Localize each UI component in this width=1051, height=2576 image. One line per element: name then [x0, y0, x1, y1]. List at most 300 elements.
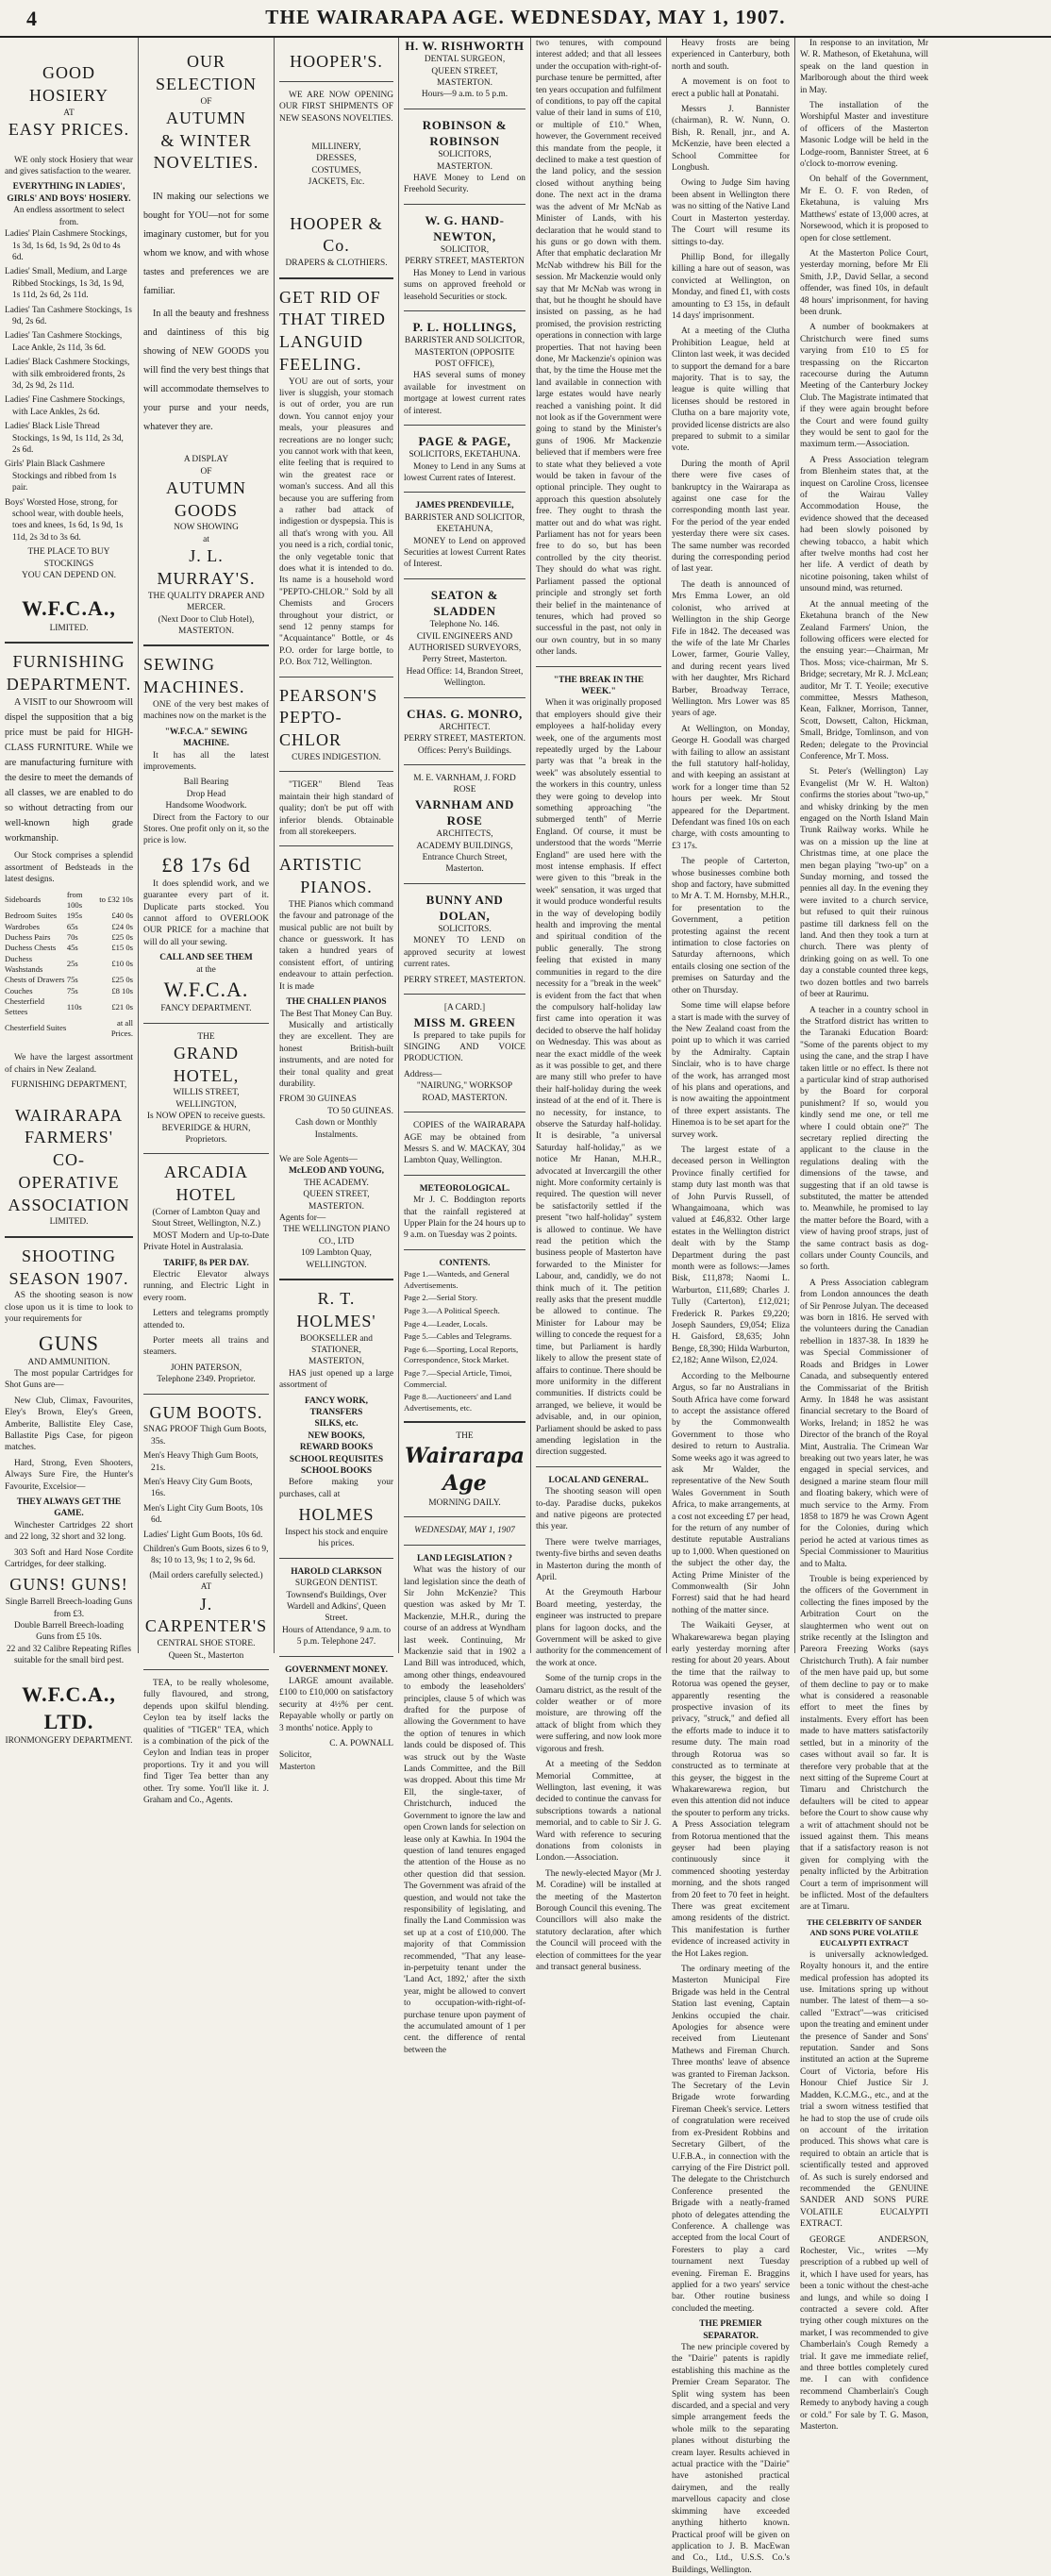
card-line: QUEEN STREET, MASTERTON.	[431, 66, 498, 88]
table-row	[5, 1018, 133, 1040]
price-from: 25s	[66, 959, 78, 969]
card-name: PAGE & PAGE,	[418, 434, 511, 449]
hosiery-list	[5, 228, 133, 544]
table-row	[5, 911, 133, 921]
arcadia-porter: Porter meets all trains and steamers.	[143, 1336, 269, 1358]
news-para: In response to an invitation, Mr W. R. Matheson, of Eketahuna, will speak on the land question in Marlborough about the third week in May.	[800, 39, 928, 95]
break-text: When it was originally proposed that employers should give their employees a half-holiday every week, one of the arguments most repeatedly urged by the Labour party was that "a break in the week" was absolutely essential to the workers in this country, unless they were going to develop into something approaching "the submerged tenth" of Merrie England. Of course, it must be understood that the words "Merrie England" are used here with the most intense emphasis. If effect were given to this "break in the week" sensation, it was urged that it would produce wonderful results in the way of developing bodily health and improving the mental and spiritual condition of the public generally. The strong feeling that existed in many communities in regard to the dire necessity for a "break in the week" is evident from the fact that when the compulsory half-holiday law first came into operation it was decided to observe the half holiday on Wednesday. This was about as near the exact middle of the week as it was possible to get, and there are many still who prefer to have their half-holiday during the week instead of at the end of it. There is no necessity, for instance, to observe the Saturday half-holiday. It is desirable, "a universal Saturday half-holiday," as we notice Mr Hanan, M.H.R., advocated at Invercargill the other night. More conformity certainly is required. The question will never be satisfactorily settled if the present "two half-holiday" system is allowed to continue. We have read the petition which the business people of Masterton have forwarded to the Minister for Labour, and, candidly, we do not think much of it. The petition really asks that the present muddle be allowed to continue. The Minister for Labour may be willing to concede the request for a time, but Parliament is hardly likely to allow the present state of affairs to continue. There should be more uniformity in the different communities. If districts could be arranged, we believe, it would be advisable, and, in our opinion, Parliament should be asked to pass amending legislation in the direction suggested.	[536, 698, 661, 1458]
call-label: CALL AND SEE THEM	[159, 953, 253, 963]
card-sub: SOLICITORS, EKETAHUNA.	[409, 450, 521, 460]
price-item: Duchess Washstands	[5, 953, 43, 975]
masthead	[0, 0, 1051, 38]
pepto-title-2: PEPTO-CHLOR	[279, 708, 342, 750]
card-line: PERRY STREET, MASTERTON.	[404, 734, 526, 744]
hosiery-sub: EVERYTHING IN LADIES', GIRLS' AND BOYS' HOSIERY.	[7, 182, 131, 204]
news-para: A teacher in a country school in the Stratford district has written to the Taranaki Education Board: "Some of the parents object to my using the cane, and the strap I have taken little or no effect. Is there not a particular kind of strap authorised by the Board for corporal punishment? If so, would you kindly send me one, or tell me where I could obtain one?" The secretary replied directing the applicant to the clause in the regulations dealing with the dimensions of the tawse, and suggesting that if an old tawse is substituted, the matter be attended to. Meanwhile, he promised to lay the matter before the Board, with a view of having proof straps, just of the same contract basis as dog-collars under County Councils, and so forth.	[800, 1005, 928, 1273]
govt-money-title: GOVERNMENT MONEY.	[285, 1664, 388, 1675]
card-sub: Telephone No. 146.	[429, 620, 500, 630]
price-from: 75s	[66, 985, 78, 995]
hotel-open: Is NOW OPEN to receive guests.	[146, 1112, 266, 1122]
shooting-title-2: SEASON 1907.	[8, 1268, 129, 1288]
hooper-item: DRESSES,	[316, 154, 357, 164]
pepto-title: PEARSON'S	[279, 685, 378, 705]
card-line: HAS several sums of money available for investment on mortgage at lowest current rates of interest.	[404, 371, 526, 416]
holmes-item: TRANSFERS	[309, 1407, 363, 1417]
news-para: The people of Carterton, whose businesses combine both shop and factory, have submitted to Mr A. T. M. Hornsby, M.H.R., for presentation to the Government, a petition protesting against the recent intimation to close factories on Saturday afternoons, which entails closing one section of the premises on Saturday and the other on Thursday.	[672, 857, 790, 995]
local-title: LOCAL AND GENERAL.	[548, 1475, 649, 1485]
from-price: FROM 30 GUINEAS	[279, 1095, 357, 1105]
arcadia-telephone: Telephone 2349. Proprietor.	[157, 1375, 256, 1385]
list-item: Men's Heavy Thigh Gum Boots, 21s.	[143, 1451, 259, 1473]
pianos-title: PIANOS.	[300, 878, 373, 897]
academy-label: THE ACADEMY.	[304, 1178, 369, 1188]
wpc-city: WELLINGTON.	[306, 1260, 367, 1270]
news-para: The installation of the Worshipful Master and investiture of officers of the Masterton Masonic Lodge will be held in the Lodge-room, Bannister Street, at 6 o'clock to-morrow evening.	[800, 101, 928, 170]
cartridge-list: New Club, Climax, Favourites, Eley's Brown, Eley's Green, Amberite, Ballistite Eley Case, Ballastite Pigs Case, for pigeon matches.	[5, 1396, 133, 1453]
hosiery-sub-2: An endless assortment to select from.	[13, 206, 125, 227]
furnishing-title-2: DEPARTMENT.	[6, 674, 132, 694]
list-item: Ladies' Black Lisle Thread Stockings, 1s 9d, 1s 11d, 2s 3d, 2s 6d.	[5, 422, 124, 455]
price-from: 45s	[66, 943, 78, 953]
card-line: Perry Street, Masterton.	[422, 655, 508, 665]
price-from: 195s	[66, 911, 83, 921]
gum-boots-list	[143, 1424, 269, 1566]
column-1	[0, 38, 138, 1746]
price-from: 75s	[66, 975, 78, 985]
card-name: CHAS. G. MONRO,	[407, 706, 523, 721]
card	[404, 38, 526, 101]
holmes-text: HAS just opened up a large assortment of	[279, 1368, 393, 1391]
list-item: Page 2.—Serial Story.	[404, 1293, 478, 1303]
hotel-name: GRAND HOTEL,	[173, 1043, 240, 1085]
card-name: BUNNY AND DOLAN,	[425, 892, 504, 923]
price-to: to £32 10s	[99, 895, 133, 905]
card-line: Has Money to Lend in various sums on approved freehold or leasehold Securities or stock.	[404, 268, 526, 302]
gum-boots-title: GUM BOOTS.	[149, 1402, 263, 1422]
wfca-name-2: W.F.C.A., LTD.	[22, 1681, 116, 1733]
guns-title-2: GUNS! GUNS!	[9, 1575, 128, 1595]
coop-name: WAIRARAPA	[14, 1105, 124, 1125]
table-row	[5, 975, 133, 985]
contents-list	[404, 1269, 526, 1413]
card-sub: SOLICITOR,	[440, 245, 490, 256]
carpenter-name: J. CARPENTER'S	[144, 1594, 268, 1636]
list-item: SNAG PROOF Thigh Gum Boots, 35s.	[143, 1425, 267, 1447]
card-name: ROBINSON & ROBINSON	[422, 117, 508, 148]
sewing-features: Ball Bearing Drop Head Handsome Woodwork.	[165, 778, 247, 811]
list-item: Page 6.—Sporting, Local Reports, Correspondence, Stock Market.	[404, 1344, 519, 1365]
challen-title: THE CHALLEN PIANOS	[286, 997, 387, 1008]
list-item: Ladies' Fine Cashmere Stockings, with Lace Ankles, 2s 6d.	[5, 395, 125, 417]
price-to: £25 0s	[111, 975, 133, 985]
shooting-text: AS the shooting season is now close upon us it is time to look to your requirements for	[5, 1291, 133, 1325]
list-item: Boys' Worsted Hose, strong, for school wear, with double heels, toes and knees, 1s 6d, 1s 9d, 1s 11d, 2s 3d to 3s 6d.	[5, 497, 124, 543]
card	[404, 587, 526, 690]
card-sub: ARCHITECTS,	[436, 829, 493, 840]
hosiery-close-2: YOU CAN DEPEND ON.	[22, 571, 116, 581]
holmes-item: SILKS, etc.	[314, 1419, 359, 1430]
murray-name: J. L. MURRAY'S.	[157, 546, 256, 589]
challen-sub: The Best That Money Can Buy.	[280, 1009, 392, 1019]
rifles: 22 and 32 Calibre Repeating Rifles suitable for the small bird pest.	[6, 1644, 131, 1666]
card-name: MISS M. GREEN	[413, 1014, 516, 1029]
card	[404, 117, 526, 196]
single-barrel: Single Barrell Breech-loading Guns from £3.	[5, 1597, 133, 1619]
holmes-city: MASTERTON,	[309, 1357, 364, 1367]
selection-autumn: AUTUMN	[166, 108, 246, 127]
price-to: at all Prices.	[110, 1017, 133, 1039]
tiger-tea-ad-2: "TIGER" Blend Teas maintain their high standard of quality; don't be put off with inferior blends. Obtainable from all storekeepers.	[279, 780, 393, 837]
piano-text: THE Pianos which command the favour and patronage of the musical public are not built by chance or guesswork. It has taken a hundred years of consistent effort, of untiring endeavour to attain perfection. It is made	[279, 899, 393, 992]
card-line: CIVIL ENGINEERS AND AUTHORISED SURVEYORS,	[408, 631, 522, 653]
card-line: MASTERTON.	[437, 161, 492, 172]
card-line: ACADEMY BUILDINGS,	[416, 841, 513, 851]
news-para: At Wellington, on Monday, George H. Goodall was charged with failing to allow an assistant the full statutory half-holiday, and with keeping an assistant at work for a longer time than 52 hours per week. Mr Stout appeared for the Department. Defendant was fined 10s on each charge, with costs amounting to £3 17s.	[672, 724, 790, 851]
news-para: According to the Melbourne Argus, so far no Australians in South Africa have come forward to accept the assistance offered by the Commonwealth Government to those who desired to return to Australia. Some weeks ago it was agreed to ask Mr Walder, the representative of the New South Wales Government in South Africa, to make arrangements, at a cost not exceeding £7 per head, for the return of any number of destitute reputable Australians up to 1,000. When questioned on the subject the other day, the Acting Prime Minister of the Commonwealth (Sir John Forrest) said that he had heard nothing of the matter since.	[672, 1371, 790, 1615]
table-row	[5, 943, 133, 953]
mcleod-name: McLEOD AND YOUNG,	[289, 1166, 384, 1177]
arcadia-name: ARCADIA HOTEL	[163, 1163, 248, 1205]
price-from: from 100s	[66, 889, 83, 910]
list-item: Men's Light City Gum Boots, 10s 6d.	[143, 1503, 263, 1526]
pepto-sub: CURES INDIGESTION.	[292, 752, 381, 762]
furnishing-text: A VISIT to our Showroom will dispel the supposition that a big price must be paid for HIGH-CLASS FURNITURE. While we are manufacturing furniture with the desire to meet the demands of all classes, we are enabled to do so without detracting from our well-known high grade workmanship.	[5, 697, 133, 845]
separator-text: The new principle covered by the "Dairie" patents is rapidly establishing this machine as the Premier Cream Separator. The Split wing system has been discarded, and a special and very simple arrangement feeds the whole milk to the separating planes without disturbing the cream layer. Results achieved in actual practice with the "Dairie" have astonished practical dairymen, and the really marvellous capacity and close skimming have exceeded anything hitherto known. Practical proof will be given on application to J. B. MacEwan and Co., Ltd., U.S.S. Co.'s Buildings, Wellington.	[672, 2343, 790, 2575]
price-item: Chesterfield Settees	[5, 996, 44, 1017]
table-row	[5, 954, 133, 976]
card-line: MASTERTON (OPPOSITE POST OFFICE),	[414, 347, 515, 370]
card-line: HAVE Money to Lend on Freehold Security.	[404, 173, 526, 195]
list-item: Page 4.—Leader, Locals.	[404, 1318, 488, 1329]
arcadia-letters: Letters and telegrams promptly attended to.	[143, 1309, 269, 1330]
card-name: W. G. HAND-NEWTON,	[425, 212, 505, 243]
hosiery-intro: WE only stock Hosiery that wear and gives satisfaction to the wearer.	[5, 155, 133, 177]
holmes-inspect: Inspect his stock and enquire his prices.	[285, 1527, 388, 1549]
card-sub: BARRISTER AND SOLICITOR, EKETAHUNA,	[404, 512, 526, 535]
selection-text-2: In all the beauty and freshness and daintiness of this big showing of NEW GOODS you will find the very best things that will accommodate themselves to your purse and your needs, whatever they are.	[143, 309, 269, 433]
list-item: Ladies' Small, Medium, and Large Ribbed Stockings, 1s 3d, 1s 9d, 1s 11d, 2s 6d, 2s 11d.	[5, 267, 127, 301]
price-item: Duchess Pairs	[5, 932, 51, 942]
wfca-name: W.F.C.A.,	[22, 596, 116, 621]
price-to: £15 0s	[111, 943, 133, 953]
furnishing-dept: FURNISHING DEPARTMENT,	[10, 1080, 127, 1091]
news-para: Phillip Bond, for illegally killing a hare out of season, was convicted at Wellington, on Monday, and fined £1, with costs amounting to £3 15s, in default 14 days' imprisonment.	[672, 252, 790, 321]
holmes-item: FANCY WORK,	[304, 1396, 368, 1406]
page-number: 4	[26, 7, 37, 30]
separator-title: THE PREMIER SEPARATOR.	[699, 2319, 762, 2341]
local-para: At a meeting of the Seddon Memorial Committee, at Wellington, last evening, it was decided to continue the canvass for subscriptions towards a national memorial, and to cable to Sir J. G. Ward with reference to securing donations from colonists in London.—Association.	[536, 1760, 661, 1864]
news-para: Owing to Judge Sim having been absent in Wellington there was no sitting of the Native Land Court in Masterton yesterday. The Court will resume its sittings to-day.	[672, 178, 790, 247]
list-item: Girls' Plain Black Cashmere Stockings and ribbed from 1s pair.	[5, 460, 117, 493]
column-5	[531, 38, 666, 1972]
agents-for: Agents for—	[279, 1213, 326, 1223]
nameplate: Wairarapa Age	[405, 1443, 525, 1496]
carpenter-sub: CENTRAL SHOE STORE.	[157, 1639, 256, 1649]
column-4	[399, 38, 530, 2055]
hosiery-title: GOOD HOSIERY	[28, 63, 108, 105]
table-row	[5, 922, 133, 932]
murray-address: (Next Door to Club Hotel), MASTERTON.	[158, 614, 255, 636]
list-item: Page 8.—Auctioneers' and Land Advertisements, etc.	[404, 1392, 511, 1413]
display-of: OF	[200, 466, 212, 477]
sewing-price: £8 17s 6d	[161, 852, 251, 877]
tiger-tea-ad: TEA, to be really wholesome, fully flavoured, and strong, depends upon skilful blending. Ceylon tea by itself lacks the qualities of "TIGER" TEA, which is a combination of the pick of the Ceylon and Indian teas in proper proportions. Try it and you will find Tiger Tea better than any other. Try some. You'll like it. J. Graham and Co., Agents.	[143, 1678, 269, 1806]
leader-continued: two tenures, with compound interest added; and that all lessees under the occupation with-right-of-purchase tenure be permitted, after ten years occupation and fulfilment of conditions, to pay off the capital value of their land in sums of £10, or multiple of £10." When, however, the Government received this mandate from the people, it declined to make a test question of the land policy, and the session closed without anything being done. The next act in the drama was the advent of Mr McNab as Minister of Lands, with his declaration that he would stand to his guns or go down with them. After that emphatic declaration Mr McNab withdrew his Bill for the session. Mr Mackenzie would only say that Mr McNab was wrong in that, but he thought he should have insisted on passing, as he had promised, the provision restricting operations in connection with large properties. That not having been done, Mr Mackenzie's opinion was that, by the time the House met the land available in connection with large estates would have nearly reached a vanishing point. It did not look as if the Government were going to stand by the Minister's guns of 1906. Mr Mackenzie believed that if members were free to state what they believed a vote would be taken in favour of the optional principle. They ought to approach this question absolutely free. They ought to thrash the matter out and do what was right. Parliament has not for years been free to do so, but has been controlled by the city theorist. They should do what was right. Parliament passed the optional principle and strongly set forth their belief in the maintenance of tenures, which had proved so successful in the past, not only in our own country, but in so many other lands.	[536, 39, 661, 658]
sewing-direct: Direct from the Factory to our Stores. One profit only on it, so the price is low.	[143, 812, 269, 846]
cordite-text: 303 Soft and Hard Nose Cordite Cartridges, for deer stalking.	[5, 1547, 133, 1570]
list-item: Ladies' Tan Cashmere Stockings, 1s 9d, 2s 6d.	[5, 305, 132, 326]
murray-sub-2: MERCER.	[187, 603, 225, 613]
price-item: Sideboards	[5, 895, 42, 905]
list-item: Page 7.—Special Article, Timoi, Commercial.	[404, 1368, 512, 1389]
arcadia-tariff: TARIFF, 8s PER DAY.	[163, 1258, 249, 1268]
news-para: St. Peter's (Wellington) Lay Evangelist (Mr W. H. Walton) confirms the stories about "two-up," and whisky drinking by the men engaged on the North Island Main Trunk Railway works. While he was on a mission up the line at Christmas time, at one place the men began playing "two-up" on a Sunday morning, and tossed the pennies all day. In the evening they were invited to a church service, but refused to quit their ruinous pastime till darkness fell on the land. And then they took a turn at church. There was plenty of drinking going on as well. To one day a constable counted three kegs, two dozen bottles and two barrels of beer at Raurimu.	[800, 767, 929, 1000]
price-to: £25 0s	[111, 932, 133, 942]
queen-street: QUEEN STREET, MASTERTON.	[303, 1190, 370, 1212]
list-item: Page 1.—Wanteds, and General Advertisements.	[404, 1269, 509, 1290]
price-from: 70s	[66, 932, 78, 942]
rid-title: GET RID OF	[279, 287, 381, 307]
card-line: PERRY STREET, MASTERTON	[405, 257, 525, 267]
furnishing-title: FURNISHING	[12, 651, 125, 671]
murray-sub: THE QUALITY DRAPER AND	[147, 591, 265, 601]
list-item: Ladies' Black Cashmere Stockings, with silk embroidered fronts, 2s 3d, 2s 9d, 2s 11d.	[5, 358, 130, 391]
card-line: M. E. VARNHAM, J. FORD ROSE	[413, 774, 516, 795]
mail-orders: (Mail orders carefully selected.)	[149, 1570, 263, 1581]
masterton-label: Masterton	[279, 1762, 316, 1772]
pownall-name: C. A. POWNALL	[329, 1739, 393, 1749]
hooper-firm: HOOPER & Co.	[290, 213, 383, 256]
holmes-title: R. T. HOLMES'	[296, 1289, 376, 1330]
at-label-2: AT	[200, 1582, 212, 1593]
table-row	[5, 986, 133, 996]
clarkson-sub: SURGEON DENTIST.	[294, 1579, 378, 1589]
ammo-title: AND AMMUNITION.	[27, 1357, 110, 1367]
game-slogan: THEY ALWAYS GET THE GAME.	[16, 1497, 122, 1519]
card-name: SEATON & SLADDEN	[430, 587, 499, 619]
selection-winter: & WINTER	[160, 130, 252, 150]
news-para: The ordinary meeting of the Masterton Municipal Fire Brigade was held in the Central Station last evening, Captain Jenkins occupied the chair. Apologies for absence were received from Lieutenant Mathews and Fireman Church. Three months' leave of absence was granted to Fireman Jackson. The Secretary of the Levin Brigade wrote forwarding Fireman Cheek's service. Letters of congratulation were received from ex-President Robbins and Secretary Gilbert, of the U.F.B.A., in connection with the carrying of the Fire District poll. The delegate to the Christchurch Conference presented the Brigade with a neatly-framed photo of delegates attending the Conference. A challenge was accepted from the local Court of Foresters to play a card tournament next Tuesday evening. Fireman E. Braggins applied for a two years' service bar. Other routine business concluded the meeting.	[672, 1965, 790, 2314]
list-item: Men's Heavy City Gum Boots, 16s.	[143, 1478, 253, 1499]
card	[404, 773, 526, 876]
sewing-improvements: It has all the latest improvements.	[143, 750, 269, 772]
hosiery-title-2: EASY PRICES.	[8, 119, 130, 139]
list-item: Ladies' Light Gum Boots, 10s 6d.	[143, 1530, 263, 1540]
piano-terms: Cash down or Monthly Instalments.	[295, 1118, 377, 1140]
card	[404, 1002, 526, 1104]
news-para: The Waikaiti Geyser, at Whakarewarewa began playing early yesterday morning after resting for about 20 years. About the time that the railway to Rotorua was opened the geyser, apparently resenting the prospective invasion of its privacy, "struck," and defied all the efforts made to induce it to resume duty. The main road through Rotorua was so constructed as to terminate at this geyser, the biggest in the Whakarewarewa region, but even this attention did not induce the spouter to perform any tricks. A Press Association telegram from Rotorua mentioned that the geyser had been playing continuously since it commenced shooting yesterday morning, and the shots ranged from 20 feet to 70 feet in height. There was great excitement among residents of the district. This manifestation is further evidence of increased activity in the Hot Lakes region.	[672, 1621, 790, 1959]
clarkson-address: Townsend's Buildings, Over Wardell and Adkins', Queen Street.	[286, 1590, 387, 1624]
artistic-title: ARTISTIC	[279, 855, 362, 875]
break-title: "THE BREAK IN THE WEEK."	[553, 675, 644, 696]
clarkson-name: HAROLD CLARKSON	[291, 1566, 382, 1577]
hotel-proprietor: BEVERIDGE & HURN,	[161, 1123, 251, 1133]
price-to: £40 0s	[111, 911, 133, 921]
price-to: £21 0s	[111, 1001, 133, 1012]
card-sub: SOLICITORS.	[438, 925, 492, 935]
sewing-name: "W.F.C.A." SEWING MACHINE.	[164, 727, 248, 749]
card-line: Money to Lend in any Sums at lowest Current rates of Interest.	[404, 461, 526, 484]
card-sub: ARCHITECT.	[439, 722, 491, 732]
local-para: There were twelve marriages, twenty-five births and seven deaths in Masterton during the month of April.	[536, 1537, 661, 1582]
card-sub: [A CARD.]	[443, 1003, 486, 1013]
agents-label: We are Sole Agents—	[279, 1154, 358, 1164]
ironmongery-dept: IRONMONGERY DEPARTMENT.	[5, 1735, 133, 1746]
price-item: Couches	[5, 985, 33, 995]
clarkson-hours: Hours of Attendance, 9 a.m. to 5 p.m. Telephone 247.	[281, 1625, 392, 1648]
hooper-item: COSTUMES,	[311, 165, 361, 176]
card	[404, 319, 526, 417]
shooting-title: SHOOTING	[22, 1246, 116, 1265]
double-barrel: Double Barrell Breech-loading Guns from £5 10s.	[13, 1621, 125, 1643]
news-para: Heavy frosts are being experienced in Canterbury, both north and south.	[672, 39, 790, 72]
arcadia-owner: JOHN PATERSON,	[170, 1363, 242, 1373]
hooper-item: JACKETS, Etc.	[308, 177, 365, 188]
meteo-text: Mr J. C. Boddington reports that the rainfall registered at Upper Plain for the 24 hours up to 9 a.m. on Tuesday was 2 points.	[404, 1196, 526, 1241]
card-line: Hours—9 a.m. to 5 p.m.	[421, 90, 509, 100]
price-item: Wardrobes	[5, 921, 41, 931]
price-item: Chesterfield Suites	[5, 1023, 67, 1033]
news-para: On behalf of the Government, Mr E. O. F. von Reden, of Eketahuna, is valuing Mrs Matthews' estate of 13,000 acres, at Norsewood, which it is proposed to open for close settlement.	[800, 175, 928, 243]
news-para: At the Masterton Police Court, yesterday morning, before Mr Eli Smith, J.P., David Sellar, a second offender, was fined 10s, in default 48 hours' imprisonment, for having been drunk.	[800, 248, 928, 317]
card	[404, 212, 526, 303]
eucalypti-letter: GEORGE ANDERSON, Rochester, Vic., writes —My prescription of a rubbed up well of it, which I have used for years, has been a tonic without the chest-ache and lungs, and while so doing I contracted a severe cold. After trying other cough mixtures on the market, I was recommended to give Chamberlain's Cough Remedy a trial. It gave me immediate relief, and three bottles completely cured me. I can with confidence recommend Chamberlain's Cough Remedy to anybody having a cough or cold." For sale by T. G. Mason, Masterton.	[800, 2234, 928, 2433]
selection-of: OF	[200, 96, 212, 107]
arcadia-address: (Corner of Lambton Quay and Stout Street, Wellington, N.Z.)	[152, 1207, 260, 1229]
guns-title: GUNS	[39, 1330, 99, 1355]
column-2	[139, 38, 274, 1806]
wpc-address: 109 Lambton Quay,	[301, 1248, 372, 1259]
holmes-name: HOLMES	[298, 1505, 375, 1525]
to-price: TO 50 GUINEAS.	[327, 1106, 393, 1116]
leader-text: What was the history of our land legislation since the death of Sir John McKenzie? This question was asked by Mr T. Mackenzie, M.H.R., during the course of an address at Wyndham last week. Continuing, Mr Mackenzie said that in 1902 a Land Bill was introduced, which, among other things, endeavoured to embody the leaseholders' principles, clause 5 of which was drafted for the purpose of allowing the Government to have the option of tenures in which lands could be disposed of. This was struck out by the Waste Lands Committee, and the Bill was dropped. About this time Mr Ell, the single-taxer, of Christchurch, induced the Government to ignore the law and open Crown lands for selection on lease only at Kawhia. In 1904 the question of land tenures engaged the attention of the House as no other question did that session. The Government was afraid of the question, and would not take the responsibility of legislating, and finally the Land Commission was set up at a cost of £10,000. The majority of that Commission recommended, "That any lease-in-perpetuity tenant under the 'Land Act, 1892,' after the sixth year, might be allowed to convert to occupation-with-right-of-purchase tenure upon payment of the accumulated amount of 1 per cent. the difference of rental between the	[404, 1565, 526, 2055]
news-para: A Press Association telegram from Blenheim states that, at the inquest on Caroline Cross, licensee of the Wairau Valley Accommodation House, the evidence showed that the deceased had been slowly poisoned by chewing tobacco, a habit which after twelve months had cost her her life. A verdict of death by nicotine poisoning, taken whilst of unsound mind, was returned.	[800, 455, 928, 594]
news-para: A number of bookmakers at Christchurch were fined sums varying from £10 to £5 for trespassing on the Riccarton racecourse during the Autumn Meeting of the Canterbury Jockey Club. The Magistrate intimated that if they were again brought before the Court and were found guilty they would be sent to gaol for the maximum term.—Association.	[800, 323, 928, 450]
local-para: At the Greymouth Harbour Board meeting, yesterday, the engineer was instructed to prepare plans for lagoon docks, and the Government will be asked to give authority for the commencement of the work at once.	[536, 1588, 661, 1668]
holmes-before: Before making your purchases, call at	[279, 1478, 393, 1499]
challen-text: Musically and artistically they are excellent. They are honest British-built instruments, and are noted for their tonal quality and great durability.	[279, 1020, 393, 1089]
card-name: JAMES PRENDEVILLE,	[415, 501, 514, 511]
news-para: Trouble is being experienced by the officers of the Government in collecting the fines imposed by the Arbitration Court on the slaughtermen who went out on strike recently at the Islington and Pareora Freezing Works (says Christchurch Truth). A fair number of the men have paid up, but some of them decline to pay or to make what is considered a reasonable effort to meet the fines by instalments. Every effort has been made to have matters satisfactorily settled, but in a minority of the cases without avail so far. It is therefore very probable that at the next sitting of the Supreme Court at Timaru and Christchurch the defaulters will be cited to appear before the Court to show cause why a writ of attachment should not be issued against them. This means that if a satisfactory reason is not given for complying with the penalty inflicted by the Arbitration Court a term of imprisonment will be inflicted. Most of the defaulters are at Timaru.	[800, 1575, 928, 1913]
price-from: 110s	[66, 1001, 82, 1012]
hooper-text: WE ARE NOW OPENING OUR FIRST SHIPMENTS OF NEW SEASONS NOVELTIES.	[279, 90, 393, 124]
card-name: VARNHAM AND ROSE	[415, 796, 514, 828]
local-para: Some of the turnip crops in the Oamaru district, as the result of the colder weather or of more moisture, are throwing off the attack of blight from which they were suffering, and now look more vigorous and fresh.	[536, 1674, 661, 1754]
selection-novelties: NOVELTIES.	[153, 153, 259, 173]
hooper-item: MILLINERY,	[311, 142, 361, 152]
furnishing-stock: Our Stock comprises a splendid assortment of Bedsteads in the latest designs.	[5, 851, 133, 885]
column-3	[275, 38, 398, 1772]
selection-title: OUR SELECTION	[156, 52, 257, 93]
govt-money-text: LARGE amount available. £100 to £10,000 on satisfactory security at 4½% per cent. Repayable wholly or partly on 3 months' notice. Apply to	[279, 1677, 393, 1733]
local-para: The shooting season will open to-day. Paradise ducks, pukekos and native pigeons are protected this year.	[536, 1487, 661, 1532]
card-line: PERRY STREET, MASTERTON.	[404, 975, 526, 985]
selection-text: IN making our selections we bought for YOU—not for some imaginary customer, but for you whom we know, and with whose tastes and preferences we are familiar.	[143, 192, 269, 297]
hooper-firm-sub: DRAPERS & CLOTHIERS.	[285, 259, 388, 269]
arcadia-elevator: Electric Elevator always running, and Electric Light in every room.	[143, 1269, 269, 1303]
leader-date: WEDNESDAY, MAY 1, 1907	[414, 1526, 515, 1536]
eucalypti-text: is universally acknowledged. Royalty honours it, and the entire medical profession has adopted its use. Imitations spring up without number. The latest of them—a so-called "Extract"—was criticised upon the treating and eminent under the presence of Sander and Sons' reputation. Sander and Sons instituted an action at the Supreme Court of Victoria, before His Honour Chief Justice Sir J. Madden, K.C.M.G., etc., and at the trial a sworn witness testified that he had to stop the use of crude oils on account of the irritation produced. This shows what care is required to obtain an article that is scientifically tested and approved of. As such is surely endorsed and recommended the GENUINE SANDER AND SONS PURE VOLATILE EUCALYPTI EXTRACT.	[800, 1949, 928, 2230]
card-sub: DENTAL SURGEON,	[424, 55, 506, 65]
hotel-proprietor-label: Proprietors.	[185, 1135, 227, 1146]
eucalypti-title: THE CELEBRITY OF SANDER AND SONS PURE VOLATILE EUCALYPTI EXTRACT	[807, 1916, 922, 1949]
card-line: MONEY to Lend on approved Securities at lowest Current Rates of Interest.	[404, 536, 526, 570]
rid-text: YOU are out of sorts, your liver is sluggish, your stomach is out of order, you are run down. You cannot enjoy your meals, your pleasures and recreations are no longer such; you cannot work with that keen, elite feeling that is required to win the greatest race or woman's success. And all this because you are suffering from a rather bad attack of indigestion or dyspepsia. This is all that's wrong with you. All you need is a rich, cordial tonic, the only vegetable tonic that does what it is intended to do. Its name is a household word "PEPTO-CHLOR." Sold by all Chemists and Grocers throughout your district, or send 12 penny stamps for "Acquaintance" Bottle, or 4s P.O. order for large bottle, to P.O. Box 712, Wellington.	[279, 376, 393, 668]
price-item: Bedroom Suites	[5, 911, 58, 921]
news-para: The death is announced of Mrs Emma Lower, an old colonist, who arrived at Wellington in the ship George Fife in 1842. The deceased was the wife of the late Mr Charles Lower, farmer, Gourie Valley, and during recent years lived with her daughter, Mrs Richard Barber, Broadway Terrace, Wellington. Mrs Lower was 85 years of age.	[672, 579, 790, 719]
card	[404, 433, 526, 484]
holmes-item: SCHOOL BOOKS	[300, 1466, 373, 1476]
price-from: 65s	[66, 921, 78, 931]
news-para: Messrs J. Bannister (chairman), R. W. Nunn, O. Bish, R. Renall, jnr., and A. McKenzie, have been elected a School Committee for Longbush.	[672, 105, 790, 174]
list-item: Children's Gum Boots, sizes 6 to 9, 8s; 10 to 13, 9s; 1 to 2, 9s 6d.	[143, 1545, 269, 1566]
coop-limited: LIMITED.	[49, 1217, 89, 1228]
card-line: Offices: Perry's Buildings.	[417, 745, 512, 756]
column-7	[795, 38, 1051, 2433]
price-item: Chests of Drawers	[5, 975, 65, 985]
solicitor-label: Solicitor,	[279, 1750, 312, 1761]
list-item: Page 3.—A Political Speech.	[404, 1305, 500, 1315]
card-sub: BARRISTER AND SOLICITOR,	[404, 336, 526, 346]
holmes-sub: BOOKSELLER and STATIONER,	[300, 1333, 373, 1355]
news-para: During the month of April there were five cases of bankruptcy in the Wairarapa as against one case for the corresponding month last year. For the period of the year ended yesterday there were six cases. The same number was recorded during the corresponding period of last year.	[672, 459, 790, 575]
card-line: Head Office: 14, Brandon Street, Wellington.	[406, 666, 524, 689]
column-6	[667, 38, 794, 2575]
card-name: H. W. RISHWORTH	[405, 39, 525, 53]
price-from	[67, 1018, 97, 1040]
price-table	[5, 890, 133, 1040]
hosiery-at: AT	[63, 108, 75, 118]
at-the: at the	[196, 964, 216, 975]
rid-title-2: THAT TIRED	[279, 309, 386, 329]
furnishing-note: We have the largest assortment of chairs in New Zealand.	[5, 1053, 133, 1075]
coop-name-2: FARMERS'	[25, 1128, 113, 1147]
list-item: Ladies' Tan Cashmere Stockings, Lace Ankle, 2s 11d, 3s 6d.	[5, 331, 123, 353]
hotel-address: WILLIS STREET, WELLINGTON,	[173, 1088, 240, 1110]
rid-title-3: LANGUID	[279, 332, 363, 351]
wfca-fancy: W.F.C.A.	[163, 978, 249, 1002]
nameplate-morning: MORNING DAILY.	[428, 1497, 501, 1508]
local-para: The newly-elected Mayor (Mr J. M. Coradine) will be installed at the meeting of the Masterton Borough Council this evening. The Councillors will also make the statutory declaration, after which the Council will proceed with the election of committees for the year and transact general business.	[536, 1868, 661, 1972]
sewing-title: SEWING	[143, 655, 215, 675]
card-name: P. L. HOLLINGS,	[412, 320, 517, 335]
fancy-dept: FANCY DEPARTMENT.	[160, 1004, 252, 1014]
sewing-title-2: MACHINES.	[143, 677, 245, 697]
news-para: The largest estate of a deceased person in Wellington Province finally certified for stamp duty last month was that of John Purvis Russell, of Whangaimoana, which was valued at £46,832. Other large estates in the Wellington district dealt with by the Stamp Department during the past month were as follows:—James Bisk, £11,878; Naomi L. Warburton, £11,689; Charles J. Tully (Carterton), £12,021; Frederick R. Parkes £9,220; Joseph Saunders, £9,054; Eliza H. Gaisford, £8,635; John Benge, £8,390; Hilda Warburton, £2,182; Anne Wilson, £2,024.	[672, 1145, 790, 1366]
table-row	[5, 996, 133, 1018]
rid-title-4: FEELING.	[279, 354, 362, 374]
cartridge-text: The most popular Cartridges for Shot Guns are—	[5, 1368, 133, 1391]
hotel-the: THE	[197, 1031, 215, 1042]
list-item: Page 5.—Cables and Telegrams.	[404, 1331, 512, 1342]
holmes-item: REWARD BOOKS	[299, 1443, 374, 1453]
hosiery-close: THE PLACE TO BUY STOCKINGS	[27, 547, 110, 569]
at-label: at	[203, 534, 209, 544]
coop-name-4: ASSOCIATION	[8, 1195, 130, 1214]
card	[404, 500, 526, 570]
price-to: £24 0s	[111, 921, 133, 931]
professional-cards	[404, 38, 526, 1104]
news-para: At the annual meeting of the Eketahuna branch of the New Zealand Farmers' Union, the following officers were elected for the ensuing year:—Chairman, Mr Thos. Moss; vice-chairman, Mr S. Bridge; secretary, Mr R. J. McLean; auditor, Mr T. T. Yeoile; executive committee, Messrs Matheson, Kean, Falkner, Morrison, Tanner, Scott, Dowsett, Calton, Hickman, Small, Bridge, Tomlinson, and von Reden; delegate to the Provincial Conference, Mr T. Moss.	[800, 599, 928, 761]
copies-notice: COPIES of the WAIRARAPA AGE may be obtained from Messrs S. and W. MACKAY, 304 Lambton Quay, Wellington.	[404, 1121, 526, 1166]
coop-name-3: CO-OPERATIVE	[18, 1150, 120, 1192]
card-line: Entrance Church Street, Masterton.	[422, 852, 508, 875]
masthead-title: THE WAIRARAPA AGE. WEDNESDAY, MAY 1, 1907.	[265, 6, 786, 28]
display-label: A DISPLAY	[183, 455, 229, 465]
autumn-goods: AUTUMN GOODS	[166, 477, 246, 520]
cartridge-hard: Hard, Strong, Even Shooters, Always Sure Fire, the Hunter's Favourite, Excelsior—	[5, 1458, 133, 1492]
card-line: Is prepared to take pupils for SINGING AND VOICE PRODUCTION.	[404, 1030, 526, 1064]
